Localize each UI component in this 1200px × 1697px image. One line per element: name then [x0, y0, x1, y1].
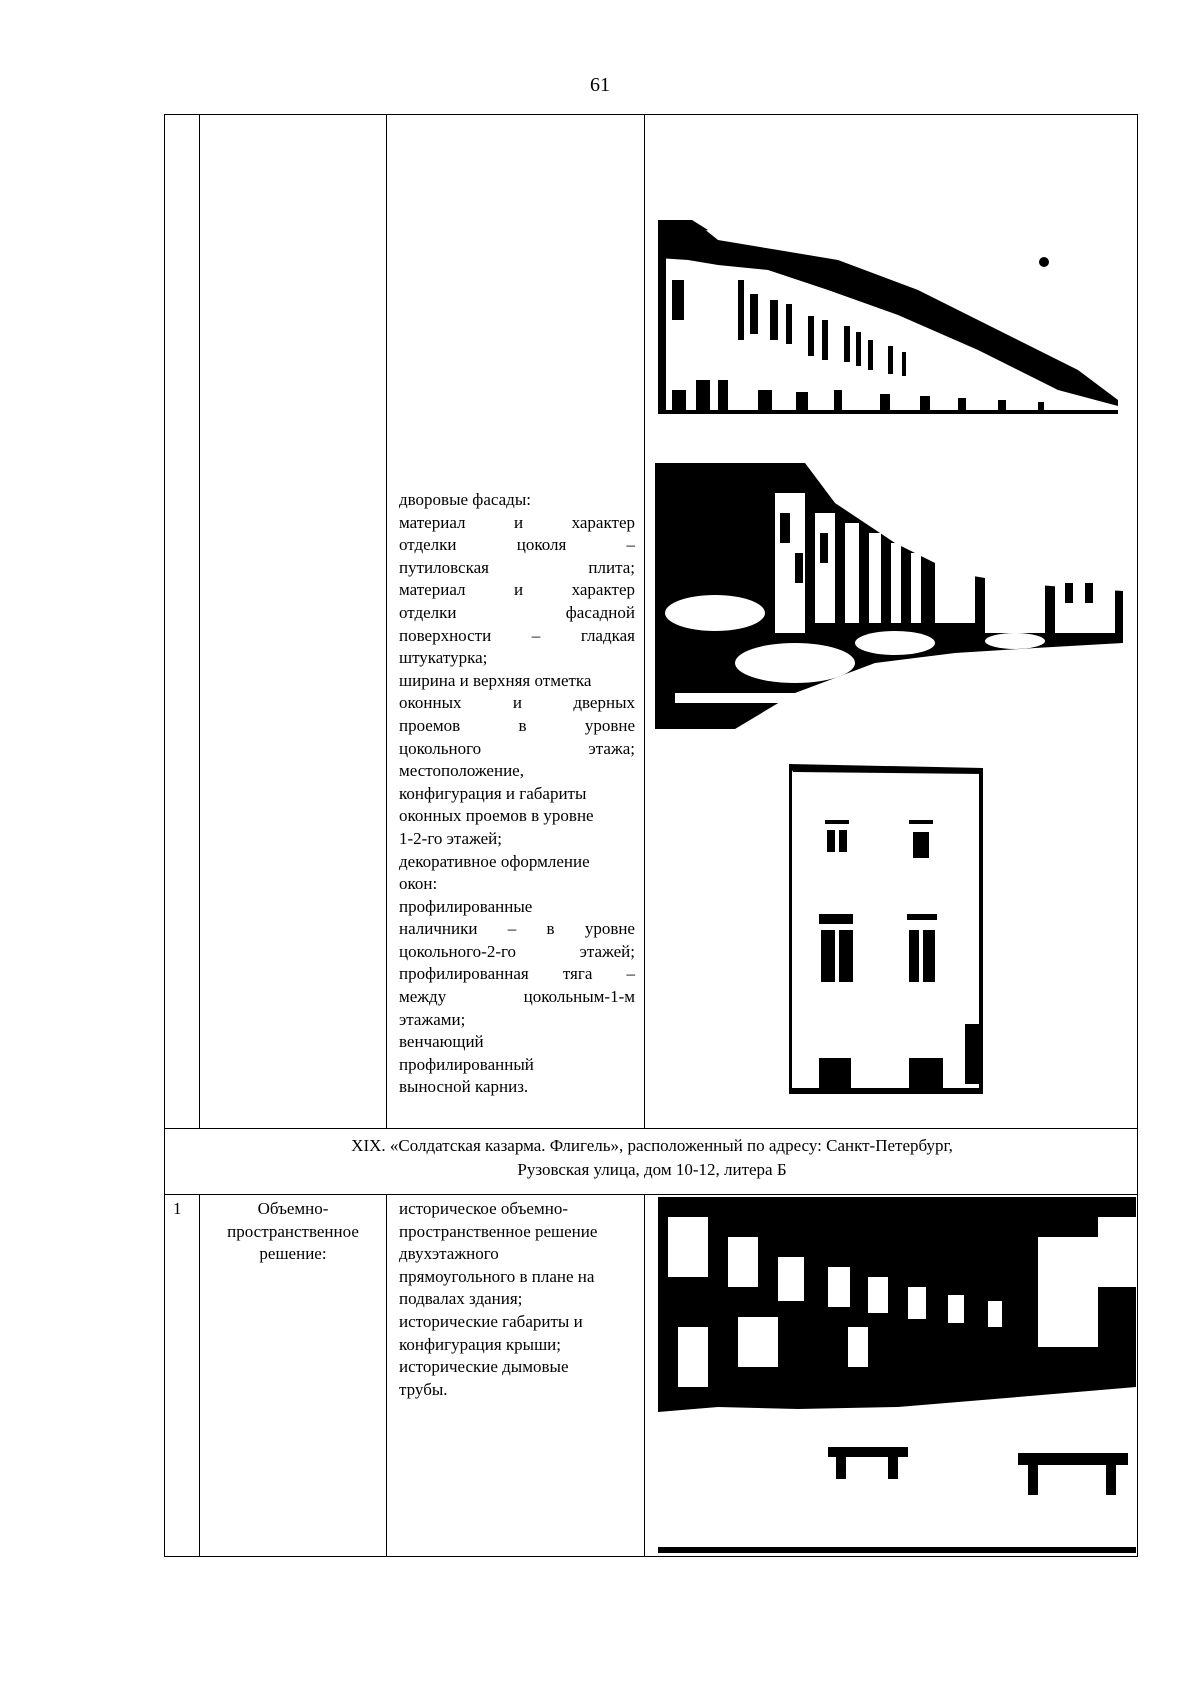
description-line: штукатурка; [399, 648, 488, 668]
description-line: прямоугольного в плане на [399, 1266, 595, 1286]
description-line: оконных проемов в уровне [399, 806, 594, 826]
description-line: между цокольным-1-м [399, 987, 635, 1007]
description-line: наличники – в уровне [399, 919, 635, 939]
courtyard-photo [655, 463, 1123, 729]
section-divider-bottom [164, 1194, 1138, 1195]
facade-photo-1 [658, 220, 1124, 442]
description-line: цокольного-2-го этажей; [399, 941, 635, 961]
description-line: трубы. [399, 1379, 448, 1399]
description-line: двухэтажного [399, 1244, 499, 1264]
description-line: оконных и дверных [399, 693, 635, 713]
description-line: конфигурация крыши; [399, 1334, 561, 1354]
description-line: этажами; [399, 1009, 466, 1029]
description-cell [399, 489, 635, 1099]
table-border-left [164, 114, 165, 1557]
col-divider-element [386, 114, 387, 1128]
element-line: решение: [259, 1244, 327, 1264]
row1-description-lines [399, 1198, 639, 1401]
description-line: профилированная тяга – [399, 964, 635, 984]
description-line: 1-2-го этажей; [399, 828, 502, 848]
col-divider-number [199, 114, 200, 1128]
description-line: цокольного этажа; [399, 738, 635, 758]
section-title-line-1: XIX. «Солдатская казарма. Флигель», расположенный по адресу: Санкт-Петербург, [351, 1136, 953, 1155]
element-cell [202, 1198, 384, 1266]
description-line: окон: [399, 874, 438, 894]
description-line: историческое объемно- [399, 1199, 568, 1218]
col-divider-description [644, 114, 645, 1128]
row1-description-cell [399, 1198, 639, 1401]
row-number: 1 [173, 1199, 182, 1218]
description-line: венчающий [399, 1032, 484, 1052]
description-line: местоположение, [399, 761, 524, 781]
page-number: 61 [590, 74, 610, 96]
description-lines [399, 489, 635, 1099]
description-line: пространственное решение [399, 1221, 598, 1241]
description-line: конфигурация и габариты [399, 783, 587, 803]
description-line: материал и характер [399, 512, 635, 532]
description-line: отделки цоколя – [399, 535, 635, 555]
section-title-line-2: Рузовская улица, дом 10-12, литера Б [517, 1160, 787, 1179]
element-line: Объемно- [257, 1199, 329, 1218]
table-border-top [164, 114, 1138, 115]
section-divider-top [164, 1128, 1138, 1129]
description-line: исторические дымовые [399, 1357, 569, 1377]
description-line: материал и характер [399, 580, 635, 600]
description-line: дворовые фасады: [399, 490, 531, 509]
description-line: проемов в уровне [399, 715, 635, 735]
description-line: отделки фасадной [399, 602, 635, 622]
col-divider-number [199, 1194, 200, 1556]
building-benches-photo [658, 1197, 1136, 1553]
description-line: путиловская плита; [399, 557, 635, 577]
description-line: ширина и верхняя отметка [399, 670, 592, 690]
section-title [166, 1134, 1138, 1182]
end-facade-photo [789, 764, 983, 1094]
description-line: подвалах здания; [399, 1289, 523, 1309]
col-divider-description [644, 1194, 645, 1556]
description-line: декоративное оформление [399, 851, 590, 871]
description-line: поверхности – гладкая [399, 625, 635, 645]
description-line: профилированный [399, 1054, 534, 1074]
table-border-bottom [164, 1556, 1138, 1557]
description-line: выносной карниз. [399, 1077, 529, 1097]
description-line: исторические габариты и [399, 1311, 583, 1331]
table-border-right [1137, 114, 1138, 1557]
description-line: профилированные [399, 896, 533, 916]
element-line: пространственное [227, 1221, 359, 1241]
col-divider-element [386, 1194, 387, 1556]
element-lines [202, 1198, 384, 1266]
